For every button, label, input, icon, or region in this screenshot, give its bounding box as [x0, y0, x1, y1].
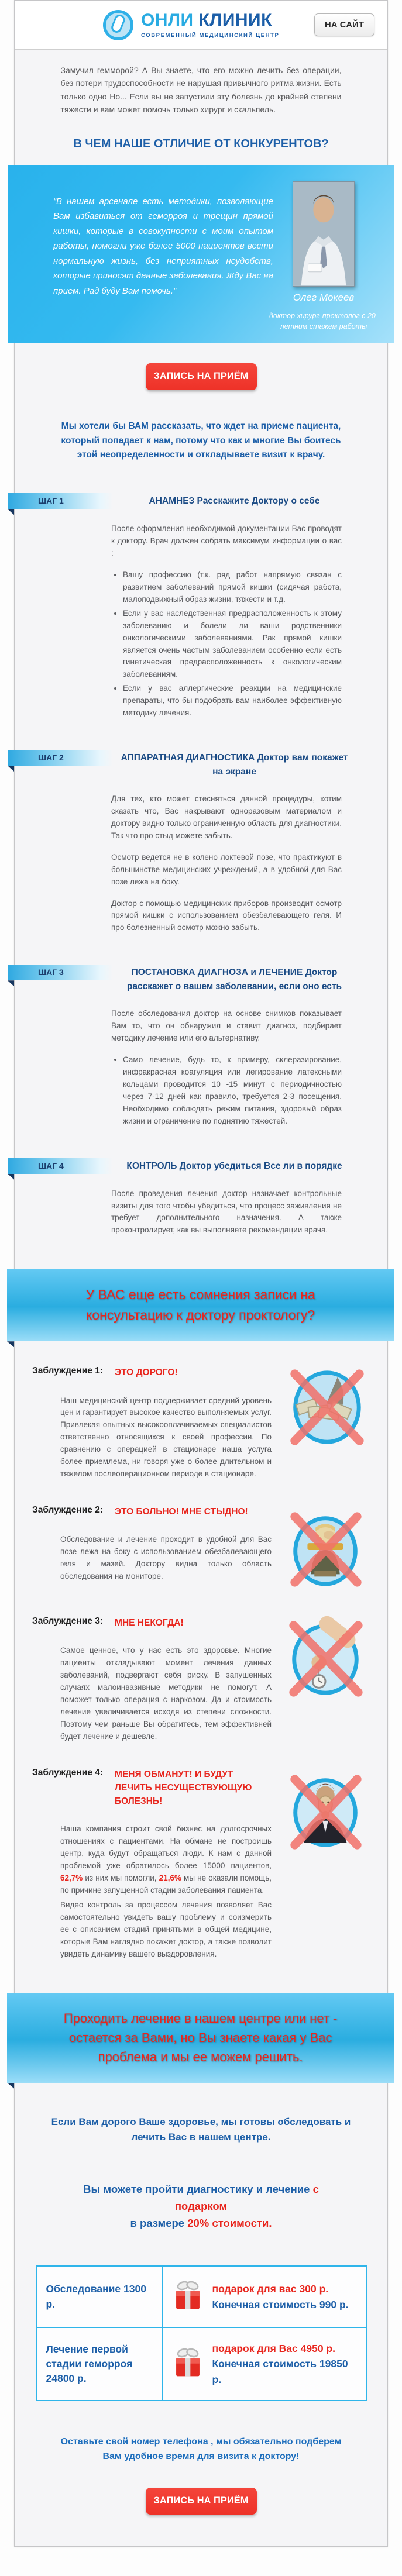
doctor-column — [269, 179, 379, 332]
step-2-body — [111, 793, 342, 934]
go-to-site-button[interactable]: НА САЙТ — [314, 13, 374, 36]
misconception-2-label: Заблуждение 2: — [32, 1505, 104, 1515]
doubt-banner-text: У ВАС еще есть сомнения записи на консультацию к доктору проктологу? — [85, 1287, 315, 1323]
misconception-4-header — [32, 1768, 272, 1809]
step-4-badge: ШАГ 4 — [8, 1158, 113, 1174]
crossed-out-masked-man-photo — [280, 1768, 371, 1961]
doctor-quote-section — [8, 165, 394, 343]
page-body — [15, 64, 387, 2515]
step-2-paragraph: Доктор с помощью медицинских приборов производит осмотр прямой кишки с использованием обезбалевающего геля. И про болезненный осмотр можно забыть. — [111, 898, 342, 932]
misconception-4-text-col — [32, 1768, 280, 1961]
step-1-bullet: • Если у вас наследственная предрасположенность к этому заболеванию и болели ли ваши родственники онкологическими заболеваниями. Рак прямой кишки является очень частым заболеванием особенно если есть гинетическая предрасположенность к онкологическим заболеваниям. — [123, 608, 342, 681]
site-header — [15, 1, 387, 50]
misconception-2-section — [32, 1505, 371, 1592]
step-4-head — [15, 1158, 387, 1174]
ribbon-fold — [8, 509, 14, 515]
step-1-bullet: • Если у вас аллергические реакции на медицинские препараты, что бы подобрать вам наиболее эффективную методику лечения. — [123, 683, 342, 719]
misconception-2-header — [32, 1505, 272, 1518]
pricing-row-examination — [36, 2266, 366, 2327]
clinic-logo-icon — [102, 9, 134, 41]
clinic-logo — [102, 9, 279, 41]
step-3-bullet: • Само лечение, будь то, к примеру, склеразирование, инфракрасная коагуляция или легирование латексными кольцами проводится 10 -15 минут с периодичностью через 7-12 дней как правило, требуется 2-3 посещения. Необходимо соблюдать режим питания, здоровый образ жизни и ограничение по поднятию тяжестей. — [123, 1054, 342, 1128]
misconception-4-text-part: Наша компания строит свой бизнес на долгосрочных отношениях с пациентами. На обмане не построишь центр, куда будут обращаться люди. К нам с данной проблемой уже обратилось более 15000 пациентов, — [60, 1824, 272, 1871]
logo-word-primary: ОНЛИ — [141, 10, 194, 30]
step-1-ribbon — [8, 493, 113, 509]
logo-text — [141, 12, 279, 39]
not-helped-percentage: 21,6% — [159, 1874, 181, 1883]
offer-line-2 — [61, 2181, 342, 2231]
intro-paragraph: Замучил гемморой? А Вы знаете, что его можно лечить без операции, без потери трудоспособности не нарушая привычного ритма жизни. Есть только одно Но... Если вы не запустили эту болезнь до крайней степени тяжести и вам может помочь только хирург и скальпель. — [60, 66, 342, 115]
logo-tagline: СОВРЕМЕННЫЙ МЕДИЦИНСКИЙ ЦЕНТР — [141, 32, 280, 39]
doctor-quote: “В нашем арсенале есть методики, позволяющие Вам избавиться от геморроя и трещин прямой кишки, которые в совокупности с моим опытом работы, помогли уже более 5000 пациентов вести нормальную жизнь, без неприятных неудобств, которые приносят данные заболевания. Жду Вас на прием. Рад буду Вам помочь.” — [53, 196, 273, 296]
gift-box-icon — [173, 2347, 203, 2381]
final-price: Конечная стоимость 990 р. — [212, 2298, 349, 2310]
misconception-2-body: Обследование и лечение проходит в удобной для Вас позе лежа на боку с использованием обезбалевающего геля и мазей. Доктору видна только область обследования на мониторе. — [60, 1535, 272, 1581]
ribbon-fold — [8, 1174, 14, 1180]
step-1-intro: После оформления необходимой документации Вас проводят к доктору. Врач должен собрать максимум информации о вас : — [111, 524, 342, 558]
pricing-table — [36, 2265, 367, 2401]
step-4-section — [15, 1158, 387, 1237]
helped-percentage: 62,7% — [60, 1874, 83, 1883]
step-2-badge: ШАГ 2 — [8, 750, 113, 766]
step-3-section — [15, 965, 387, 1127]
step-2-paragraph: Осмотр ведется не в колено локтевой позе, что практикуют в большинстве медицинских учреждений, а в удобной для Вас позе лежа на боку. — [111, 852, 342, 886]
step-2-section — [15, 750, 387, 934]
step-3-body — [111, 1008, 342, 1127]
phone-request-text: Оставьте свой номер телефона , мы обязательно подберем Вам удобное время для визита к доктору! — [60, 2436, 342, 2461]
banner-fold — [7, 1341, 14, 1347]
doubt-banner — [7, 1269, 394, 1341]
step-1-title: АНАМНЕЗ Расскажите Доктору о себе — [149, 496, 320, 507]
offer-line-2-part: Вы можете пройти диагностику и лечение — [83, 2183, 313, 2196]
ribbon-fold — [8, 980, 14, 986]
misconception-1-section — [32, 1366, 371, 1480]
step-4-title: КОНТРОЛЬ Доктор убедиться Все ли в порядке — [126, 1160, 342, 1171]
step-2-ribbon — [8, 750, 113, 766]
misconception-3-label: Заблуждение 3: — [32, 1616, 104, 1626]
gift-text-lines — [212, 2281, 349, 2312]
step-1-body — [111, 523, 342, 719]
step-1-bullet: • Вашу профессию (т.к. ряд работ напрямую связан с развитием заболеваний прямой кишки (сидячая работа, малоподвижный образ жизни, тяжести и т.д. — [123, 569, 342, 606]
ribbon-fold — [8, 766, 14, 772]
misconception-3-title: МНЕ НЕКОГДА! — [115, 1618, 184, 1628]
step-2-paragraph: Для тех, кто может стесняться данной процедуры, хотим сказать что, Вас накрывают одноразовым материалом и доктору видно только ограниченную область для диагностики. Так что про стыд можете забыть. — [111, 794, 342, 840]
crossed-out-ashamed-child-photo — [280, 1505, 371, 1592]
misconception-4-label: Заблуждение 4: — [32, 1767, 104, 1778]
gift-box-icon — [173, 2279, 203, 2314]
misconception-2-text-col — [32, 1505, 280, 1592]
misconception-3-header — [32, 1616, 272, 1630]
service-cell: Обследование 1300 р. — [36, 2266, 163, 2327]
step-2-head — [15, 750, 387, 779]
step-1-section — [15, 493, 387, 719]
offer-line-2-part: в размере — [130, 2216, 188, 2229]
gift-amount: подарок для Вас 4950 р. — [212, 2343, 335, 2355]
misconception-4-text-part: из них мы помогли, — [83, 1874, 159, 1883]
crossed-out-pocket-watch-photo — [280, 1616, 371, 1743]
decision-banner-text: Проходить лечение в нашем центре или нет - остается за Вами, но Вы знаете какая у Вас проблема и мы ее можем решить. — [63, 2010, 338, 2064]
step-3-ribbon — [8, 965, 113, 980]
misconception-4-body-2: Видео контроль за процессом лечения позволяет Вас самостоятельно увидеть вашу проблему и соизмерить ее с описанием стадий принятыми в общей медицине, которые Вам наглядно покажет доктор, а также позволит увидеть динамику вашего выздоровления. — [60, 1900, 272, 1958]
doctor-title: доктор хирург-проктолог с 20-летним стажем работы — [269, 311, 379, 330]
step-4-ribbon — [8, 1158, 113, 1174]
crossed-out-money-photo — [280, 1366, 371, 1480]
book-appointment-button-top[interactable]: ЗАПИСЬ НА ПРИЁМ — [146, 363, 257, 390]
step-1-head — [15, 493, 387, 509]
misconception-1-text-col — [32, 1366, 280, 1480]
service-cell: Лечение первой стадии геморроя 24800 р. — [36, 2327, 163, 2401]
logo-word-secondary: КЛИНИК — [198, 10, 272, 30]
misconception-1-title: ЭТО ДОРОГО! — [115, 1368, 178, 1378]
misconception-1-header — [32, 1366, 272, 1379]
decision-banner — [7, 1993, 394, 2083]
misconception-4-section — [32, 1768, 371, 1961]
misconception-1-body: Наш медицинский центр поддерживает средний уровень цен и гарантирует высокое качество выполняемых услуг. Привлекая опытных высокооплачиваемых специалистов ответственно относящихся к своей профессии. По сравнению с операцией в стационаре наша услуга более приемлема, ни говоря уже о более длительном и тяжелом послеоперационном периоде в стационаре. — [60, 1396, 272, 1479]
misconception-4-title: МЕНЯ ОБМАНУТ! И БУДУТ ЛЕЧИТЬ НЕСУЩЕСТВУЮЩУЮ БОЛЕЗНЬ! — [115, 1769, 252, 1807]
gift-cell — [163, 2266, 366, 2327]
offer-line-1: Если Вам дорого Ваше здоровье, мы готовы обследовать и лечить Вас в нашем центре. — [51, 2116, 351, 2143]
step-1-bullet-list — [111, 569, 342, 719]
step-3-title: ПОСТАНОВКА ДИАГНОЗА и ЛЕЧЕНИЕ Доктор расскажет о вашем заболевании, если оно есть — [126, 967, 342, 992]
step-4-body — [111, 1188, 342, 1237]
step-3-badge: ШАГ 3 — [8, 965, 113, 980]
misconception-3-text-col — [32, 1616, 280, 1743]
gift-cell — [163, 2327, 366, 2401]
banner-fold — [7, 2083, 14, 2089]
content-card — [14, 0, 388, 2547]
pricing-row-treatment — [36, 2327, 366, 2401]
invite-text: Мы хотели бы ВАМ рассказать, что ждет на приеме пациента, который попадает к нам, потому что как и многие Вы боитесь этой неопределенности и откладываете визит к врачу. — [61, 421, 341, 460]
offer-gift-highlight: с подарком — [174, 2183, 319, 2212]
step-1-badge: ШАГ 1 — [8, 493, 113, 509]
misconception-1-label: Заблуждение 1: — [32, 1366, 104, 1376]
misconception-2-title: ЭТО БОЛЬНО! МНЕ СТЫДНО! — [115, 1507, 248, 1517]
step-3-intro: После обследования доктор на основе снимков показывает Вам то, что он обнаружил и ставит диагноз, подбирает методику лечение или его альтернативу. — [111, 1009, 342, 1043]
step-2-title: АППАРАТНАЯ ДИАГНОСТИКА Доктор вам покажет на экране — [121, 753, 348, 777]
step-3-head — [15, 965, 387, 994]
doctor-name: Олег Мокеев — [293, 291, 355, 303]
misconception-4-body — [60, 1823, 272, 1897]
misconception-3-section — [32, 1616, 371, 1743]
gift-amount: подарок для вас 300 р. — [212, 2283, 329, 2295]
step-3-bullet-list — [111, 1054, 342, 1128]
misconception-3-body: Самое ценное, что у нас есть это здоровье. Многие пациенты откладывают момент лечения данных заболеваний, подвергают себя риску. В запушенных случаях малоинвазивные методики не помогут. А поможет только операция с наркозом. Да и стоимость лечение увеличивается исходя из степени сложности. Поэтому чем раньше Вы обратитесь, тем эффективней будет лечение и дешевле. — [60, 1646, 272, 1741]
doctor-photo — [293, 181, 355, 287]
gift-text-lines — [212, 2341, 356, 2387]
offer-discount-highlight: 20% стоимости. — [187, 2216, 272, 2229]
difference-heading: В ЧЕМ НАШЕ ОТЛИЧИЕ ОТ КОНКУРЕНТОВ? — [73, 137, 329, 150]
step-4-paragraph: После проведения лечения доктор назначает контрольные визиты для того чтобы убедиться, что процесс заживления не требует дополнительного назначения. А также проконтролирует, как вы выполняете рекомендации врача. — [111, 1189, 342, 1235]
final-price: Конечная стоимость 19850 р. — [212, 2358, 348, 2385]
book-appointment-button-bottom[interactable]: ЗАПИСЬ НА ПРИЁМ — [146, 2488, 257, 2515]
misconception-4-text-part: мы не оказали помощь, по причине запущенной стадии заболевания пациента. — [60, 1874, 272, 1895]
logo-title — [141, 12, 279, 29]
